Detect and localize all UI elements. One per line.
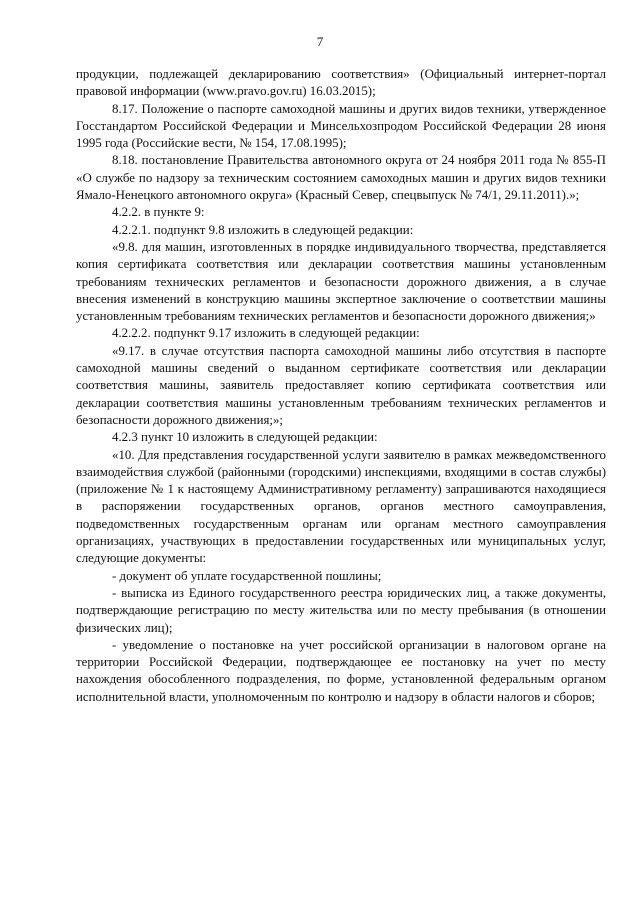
list-item-registry-extract: - выписка из Единого государственного реестра юридических лиц, а также документы, подтверждающие регистрацию по месту жительства или по месту пребывания (в отношении физических лиц); [76,585,606,635]
paragraph-item-8-18: 8.18. постановление Правительства автономного округа от 24 ноября 2011 года № 855-П «О службе по надзору за техническим состоянием самоходных машин и других видов техники Ямало-Ненецкого автономного округа» (Красный Север, спецвыпуск № 74/1, 29.11.2011).»; [76,153,606,203]
paragraph-item-4-2-2: 4.2.2. в пункте 9: [112,205,205,220]
paragraph-continuation: продукции, подлежащей декларированию соответствия» (Официальный интернет-портал правовой информации (www.pravo.gov.ru) 16.03.2015); [76,67,606,99]
paragraph-quote-10: «10. Для представления государственной услуги заявителю в рамках межведомственного взаимодействия службой (районными (городскими) инспекциями, входящими в состав службы) (приложение № 1 к настоящему Административному регламенту) запрашиваются находящиеся в распоряжении государственных органов, органов местного самоуправления, подведомственных государственным органам или органам местного самоуправления организациях, участвующих в предоставлении государственных или муниципальных услуг, следующие документы: [76,447,606,566]
paragraph-quote-9-17: «9.17. в случае отсутствия паспорта самоходной машины либо отсутствия в паспорте самоходной машины сведений о выданном сертификате соответствия или декларации соответствия машины, заявитель предоставляет копию сертификата соответствия или декларации соответствия машины установленным требованиям технических регламентов и безопасности дорожного движения;»; [76,343,606,427]
paragraph-quote-9-8: «9.8. для машин, изготовленных в порядке индивидуального творчества, представляется копия сертификата соответствия или декларации соответствия машины установленным требованиям технических регламентов и безопасности дорожного движения, а в случае внесения изменений в конструкцию машины экспертное заключение о соответствии машины установленным требованиям технических регламентов и безопасности дорожного движения;» [76,239,606,324]
paragraph-item-8-17: 8.17. Положение о паспорте самоходной машины и других видов техники, утвержденное Госстандартом Российской Федерации и Минсельхозпродом Российской Федерации 28 июня 1995 года (Российские вести, № 154, 17.08.1995); [76,101,606,151]
paragraph-item-4-2-2-1: 4.2.2.1. подпункт 9.8 изложить в следующей редакции: [112,222,414,237]
paragraph-item-4-2-2-2: 4.2.2.2. подпункт 9.17 изложить в следующей редакции: [112,326,420,341]
page-number: 7 [316,34,324,49]
list-item-tax-registration: - уведомление о постановке на учет российской организации в налоговом органе на территории Российской Федерации, подтверждающее ее постановку на учет по месту нахождения обособленного подразделения, по форме, установленной федеральным органом исполнительной власти, уполномоченным по контролю и надзору в области налогов и сборов; [76,637,606,704]
paragraph-item-4-2-3: 4.2.3 пункт 10 изложить в следующей редакции: [112,430,378,445]
document-body [76,66,606,706]
list-item-state-fee: - документ об уплате государственной пошлины; [112,568,382,583]
